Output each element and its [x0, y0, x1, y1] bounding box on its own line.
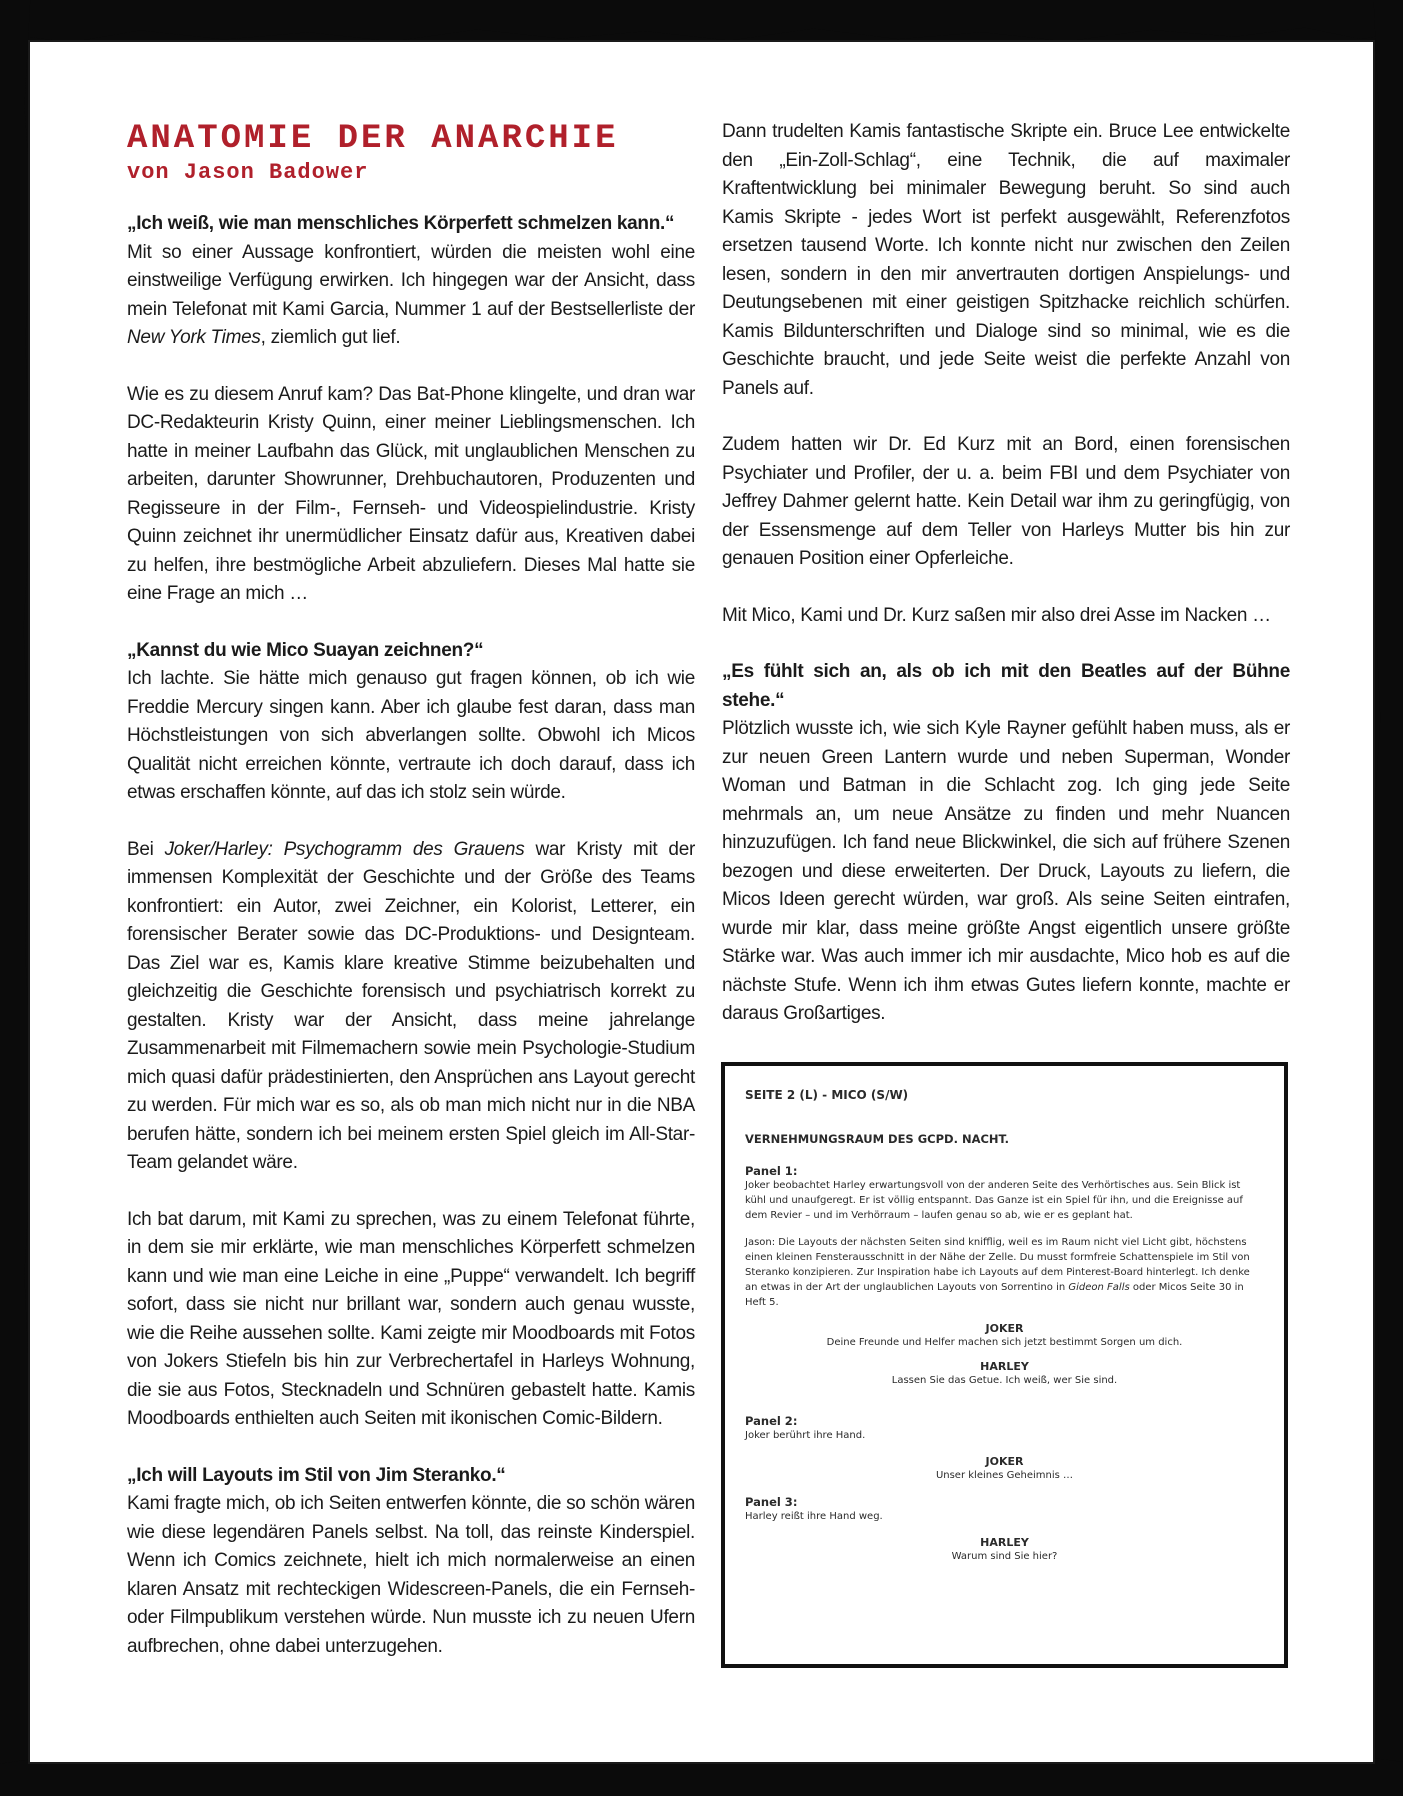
paragraph: Bei Joker/Harley: Psychogramm des Grauens war Kristy mit der immensen Komplexität der Geschichte und der Größe des Teams konfrontiert: ein Autor, zwei Zeichner, ein Kolorist, Letterer, ein forensischer Berater sowie das DC-Produktions- und Designteam. Das Ziel war es, Kamis klare kreative Stimme beizubehalten und gleichzeitig die Geschichte forensisch und psychiatrisch korrekt zu gestalten. Kristy war der Ansicht, dass meine jahrelange Zusammenarbeit mit Filmemachern sowie mein Psychologie-Studium mich quasi dafür prädestinierten, den Ansprüchen ans Layout gerecht zu werden. Für mich war es so, als ob man mich nicht nur in die NBA berufen hätte, sondern ich bei meinem ersten Spiel gleich im All-Star-Team gelandet wäre.: [127, 838, 695, 1173]
paragraph: Dann trudelten Kamis fantastische Skripte ein. Bruce Lee entwickelte den „Ein-Zoll-Schlag“, eine Technik, die auf maximaler Kraftentwicklung bei minimaler Bewegung beruht. So sind auch Kamis Skripte - jedes Wort ist perfekt ausgewählt, Referenzfotos ersetzen tausend Worte. Ich konnte nicht nur zwischen den Zeilen lesen, sondern in den mir anvertrauten dortigen Anspielungs- und Deutungsebenen mit einer geistigen Spitzhacke reichlich schürfen. Kamis Bildunterschriften und Dialoge sind so minimal, wie es die Geschichte braucht, und jede Seite weist die perfekte Anzahl von Panels auf.: [722, 121, 1290, 399]
pull-quote: „Kannst du wie Mico Suayan zeichnen?“: [127, 639, 484, 661]
panel-description: Joker berührt ihre Hand.: [745, 1430, 866, 1441]
dialogue-character: HARLEY: [980, 1360, 1029, 1373]
pull-quote: „Es fühlt sich an, als ob ich mit den Beatles auf der Bühne stehe.“: [722, 661, 1290, 711]
right-column: [722, 118, 1290, 1113]
pull-quote: „Ich weiß, wie man menschliches Körperfett schmelzen kann.“: [127, 213, 675, 234]
publication-name: New York Times: [127, 327, 261, 348]
script-page-header: SEITE 2 (L) - MICO (S/W): [745, 1088, 909, 1102]
article-byline: von Jason Badower: [127, 160, 369, 185]
left-column: [127, 120, 695, 1689]
paragraph: Mit so einer Aussage konfrontiert, würden die meisten wohl eine einstweilige Verfügung erwirken. Ich hingegen war der Ansicht, dass mein Telefonat mit Kami Garcia, Nummer 1 auf der Bestsellerliste der New York Times, ziemlich gut lief.: [127, 241, 695, 348]
panel-label: Panel 1:: [745, 1164, 798, 1178]
grunge-edge-top: [0, 0, 1403, 46]
script-excerpt-box: [721, 1062, 1288, 1668]
series-title: Joker/Harley: Psychogramm des Grauens: [164, 838, 525, 860]
panel-label: Panel 2:: [745, 1414, 798, 1428]
dialogue-line: Unser kleines Geheimnis …: [935, 1470, 1074, 1481]
panel-note: Jason: Die Layouts der nächsten Seiten sind knifflig, weil es im Raum nicht viel Licht gibt, höchstens einen kleinen Fensterausschnitt in der Nähe der Zelle. Du musst formfreie Schattenspiele im Stil von Steranko konzipieren. Zur Inspiration habe ich Layouts auf dem Pinterest-Board hinterlegt. Ich denke an etwas in der Art der unglaublichen Layouts von Sorrentino in Gideon Falls oder Micos Seite 30 in Heft 5.: [745, 1237, 1250, 1308]
paragraph: Wie es zu diesem Anruf kam? Das Bat-Phone klingelte, und dran war DC-Redakteurin Kristy Quinn, einer meiner Lieblingsmenschen. Ich hatte in meiner Laufbahn das Glück, mit unglaublichen Menschen zu arbeiten, darunter Showrunner, Drehbuchautoren, Produzenten und Regisseure in der Film-, Fernseh- und Videospielindustrie. Kristy Quinn zeichnet ihr unermüdlicher Einsatz dafür aus, Kreativen dabei zu helfen, ihre bestmögliche Arbeit abzuliefern. Dieses Mal hatte sie eine Frage an mich …: [127, 383, 695, 604]
paragraph: Ich lachte. Sie hätte mich genauso gut fragen können, ob ich wie Freddie Mercury singen kann. Aber ich glaube fest daran, dass man Höchstleistungen von sich abverlangen sollte. Obwohl ich Micos Qualität nicht erreichen könnte, vertraute ich doch darauf, dass ich etwas erschaffen könnte, auf das ich stolz sein würde.: [127, 668, 695, 803]
dialogue-character: JOKER: [985, 1322, 1024, 1335]
paragraph: Plötzlich wusste ich, wie sich Kyle Rayner gefühlt haben muss, als er zur neuen Green Lantern wurde und neben Superman, Wonder Woman und Batman in die Schlacht zog. Ich ging jede Seite mehrmals an, um neue Ansätze zu finden und mehr Nuancen hinzuzufügen. Ich fand neue Blickwinkel, die sich auf frühere Szenen bezogen und diese erweiterten. Der Druck, Layouts zu liefern, die Micos Ideen gerecht würden, war groß. Als seine Seiten eintrafen, wurde mir klar, dass meine größte Angst eigentlich unsere größte Stärke war. Was auch immer ich mir ausdachte, Mico hob es auf die nächste Stufe. Wenn ich ihm etwas Gutes liefern konnte, machte er daraus Großartiges.: [722, 718, 1290, 1024]
panel-description: Harley reißt ihre Hand weg.: [745, 1511, 883, 1522]
panel-label: Panel 3:: [745, 1495, 798, 1509]
dialogue-line: Warum sind Sie hier?: [951, 1551, 1058, 1562]
pull-quote: „Ich will Layouts im Stil von Jim Steranko.“: [127, 1464, 506, 1486]
paragraph: Zudem hatten wir Dr. Ed Kurz mit an Bord, einen forensischen Psychiater und Profiler, der u. a. beim FBI und dem Psychiater von Jeffrey Dahmer gelernt hatte. Kein Detail war ihm zu geringfügig, von der Essensmenge auf dem Teller von Harleys Mutter bis hin zur genauen Position einer Opferleiche.: [722, 434, 1290, 569]
article-title: ANATOMIE DER ANARCHIE: [127, 120, 619, 158]
paragraph: Mit Mico, Kami und Dr. Kurz saßen mir also drei Asse im Nacken …: [722, 604, 1271, 626]
dialogue-character: JOKER: [985, 1455, 1024, 1468]
script-scene-heading: VERNEHMUNGSRAUM DES GCPD. NACHT.: [745, 1132, 1010, 1146]
paragraph: Ich bat darum, mit Kami zu sprechen, was zu einem Telefonat führte, in dem sie mir erklärte, wie man menschliches Körperfett schmelzen kann und wie man eine Leiche in eine „Puppe“ verwandelt. Ich begriff sofort, dass sie nicht nur brillant war, sondern auch genau wusste, wie die Reihe aussehen sollte. Kami zeigte mir Moodboards mit Fotos von Jokers Stiefeln bis hin zur Verbrechertafel in Harleys Wohnung, die sie aus Fotos, Stecknadeln und Schnüren gebastelt hatte. Kamis Moodboards enthielten auch Seiten mit ikonischen Comic-Bildern.: [127, 1208, 695, 1429]
panel-description: Joker beobachtet Harley erwartungsvoll von der anderen Seite des Verhörtisches aus. Sein Blick ist kühl und unaufgeregt. Er ist völlig entspannt. Das Ganze ist ein Spiel für ihn, und die Ereignisse auf dem Revier – und im Verhörraum – laufen genau so ab, wie er es geplant hat.: [745, 1180, 1243, 1221]
paragraph: Kami fragte mich, ob ich Seiten entwerfen könnte, die so schön wären wie diese legendären Panels selbst. Na toll, das reinste Kinderspiel. Wenn ich Comics zeichnete, hielt ich mich normalerweise an einen klaren Ansatz mit rechteckigen Widescreen-Panels, die ein Fernseh- oder Filmpublikum verstehen würde. Nun musste ich zu neuen Ufern aufbrechen, ohne dabei unterzugehen.: [127, 1493, 695, 1657]
dialogue-line: Lassen Sie das Getue. Ich weiß, wer Sie sind.: [891, 1375, 1118, 1386]
dialogue-line: Deine Freunde und Helfer machen sich jetzt bestimmt Sorgen um dich.: [826, 1337, 1183, 1348]
dialogue-character: HARLEY: [980, 1536, 1029, 1549]
